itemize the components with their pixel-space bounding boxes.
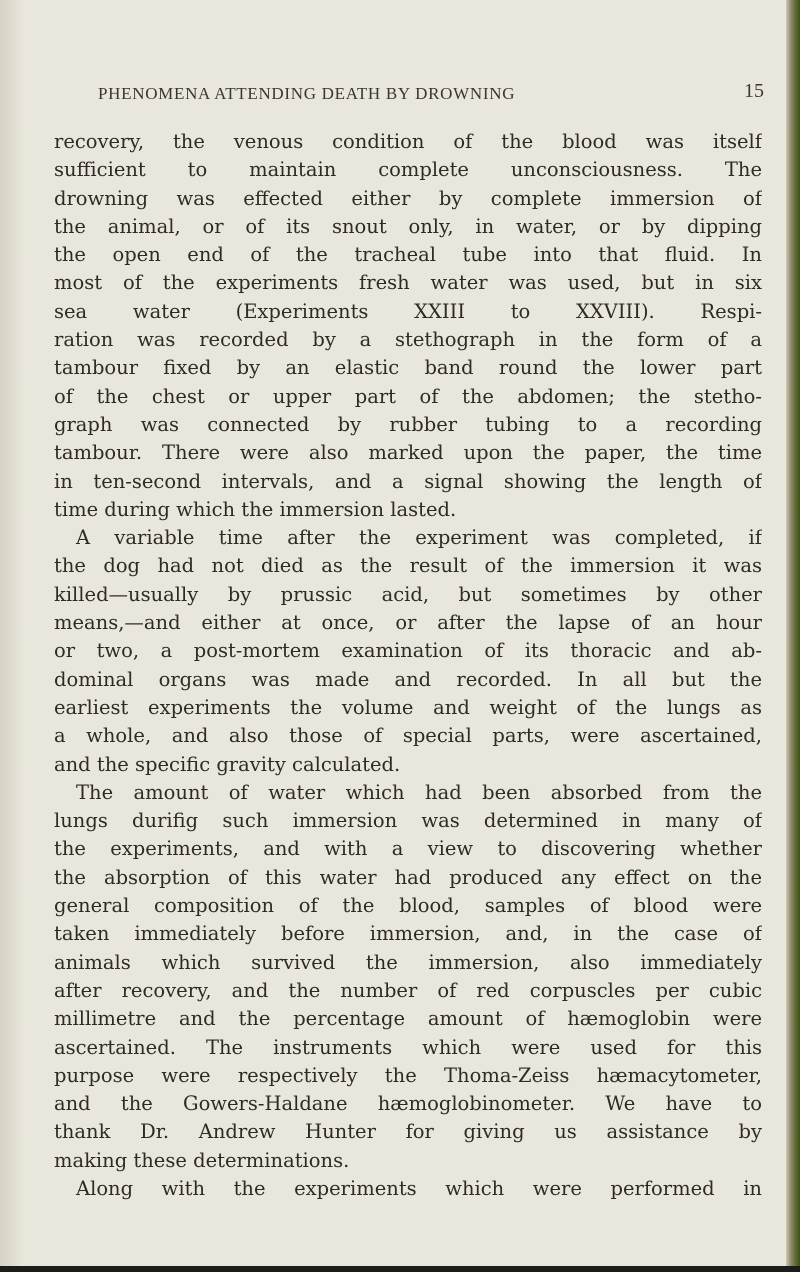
text-line: sea water (Experiments XXIII to XXVIII). Respi-	[54, 299, 762, 323]
text-line: tambour. There were also marked upon the paper, the time	[54, 441, 762, 465]
running-title: PHENOMENA ATTENDING DEATH BY DROWNING	[98, 84, 516, 103]
text-line: the dog had not died as the result of the immersion it was	[54, 554, 762, 578]
text-line: the absorption of this water had produced any effect on the	[54, 865, 762, 889]
page-shadow	[0, 0, 24, 1272]
text-line: means,—and either at once, or after the lapse of an hour	[54, 611, 762, 635]
text-line: the experiments, and with a view to discovering whether	[54, 837, 762, 861]
text-line: after recovery, and the number of red corpuscles per cubic	[54, 978, 762, 1002]
text-line: lungs durifig such immersion was determined in many of	[54, 809, 762, 833]
text-line: ration was recorded by a stethograph in the form of a	[54, 328, 762, 352]
text-line: ascertained. The instruments which were used for this	[54, 1035, 762, 1059]
text-line: drowning was effected either by complete immersion of	[54, 186, 762, 210]
page-number: 15	[744, 80, 764, 102]
text-line: most of the experiments fresh water was used, but in six	[54, 271, 762, 295]
paragraph-start-line: Along with the experiments which were performed in	[76, 1176, 762, 1200]
text-line: thank Dr. Andrew Hunter for giving us assistance by	[54, 1120, 762, 1144]
paragraph-start-line: The amount of water which had been absorbed from the	[76, 780, 762, 804]
text-line: millimetre and the percentage amount of hæmoglobin were	[54, 1007, 762, 1031]
page-header	[98, 80, 774, 114]
text-line: purpose were respectively the Thoma-Zeiss hæmacytometer,	[54, 1063, 762, 1087]
text-line: general composition of the blood, samples of blood were	[54, 894, 762, 918]
text-line: the animal, or of its snout only, in water, or by dipping	[54, 214, 762, 238]
text-line: recovery, the venous condition of the blood was itself	[54, 130, 762, 153]
text-line: and the specific gravity calculated.	[54, 752, 401, 776]
text-line: graph was connected by rubber tubing to a recording	[54, 412, 762, 436]
text-line: a whole, and also those of special parts, were ascertained,	[54, 724, 762, 748]
text-line: animals which survived the immersion, also immediately	[54, 950, 762, 974]
text-line: of the chest or upper part of the abdomen; the stetho-	[54, 384, 762, 408]
text-line: tambour fixed by an elastic band round the lower part	[54, 356, 762, 380]
text-line: in ten-second intervals, and a signal showing the length of	[54, 469, 762, 493]
text-line: the open end of the tracheal tube into that fluid. In	[54, 243, 762, 267]
text-line: or two, a post-mortem examination of its thoracic and ab-	[54, 639, 762, 663]
body-text	[54, 128, 762, 1203]
scan-bottom-edge	[0, 1266, 800, 1272]
paragraph-start-line: A variable time after the experiment was completed, if	[76, 526, 762, 550]
text-line: making these determinations.	[54, 1148, 350, 1172]
text-line: sufficient to maintain complete unconsciousness. The	[54, 158, 762, 182]
book-edge	[786, 0, 800, 1272]
text-line: time during which the immersion lasted.	[54, 497, 457, 521]
text-line: earliest experiments the volume and weight of the lungs as	[54, 695, 762, 719]
text-line: dominal organs was made and recorded. In all but the	[54, 667, 762, 691]
text-line: and the Gowers-Haldane hæmoglobinometer. We have to	[54, 1092, 762, 1116]
text-line: taken immediately before immersion, and, in the case of	[54, 922, 762, 946]
text-line: killed—usually by prussic acid, but sometimes by other	[54, 582, 762, 606]
